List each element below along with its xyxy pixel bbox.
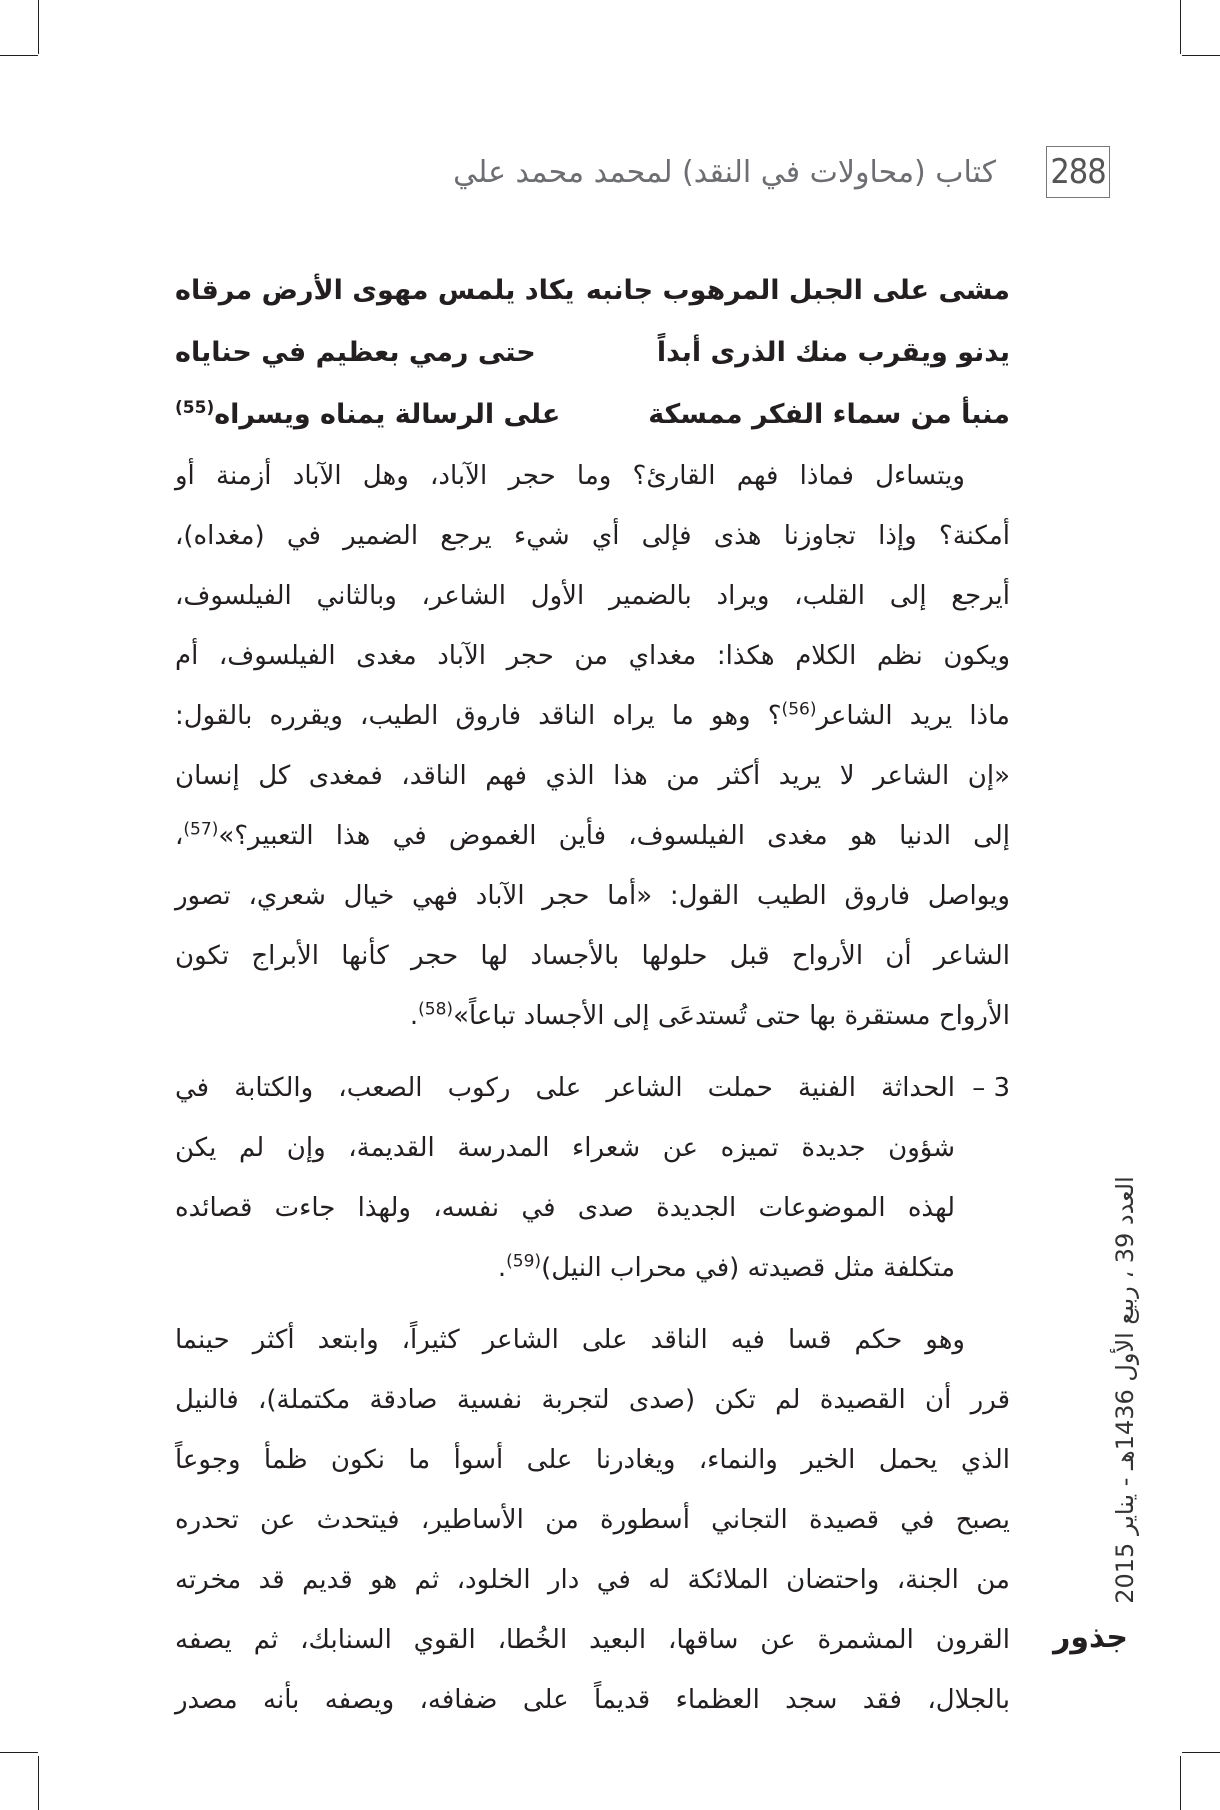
- crop-mark: [0, 1752, 38, 1753]
- text-line: [175, 1238, 955, 1298]
- list-number: 3 –: [972, 1073, 1010, 1103]
- footnote-ref: (57): [183, 819, 219, 840]
- verse-line: [175, 260, 1010, 322]
- crop-mark: [1182, 1752, 1220, 1753]
- text-line: ويكون نظم الكلام هكذا: مغداي من حجر الآباد مغدى الفيلسوف، أم: [175, 641, 1010, 671]
- crop-mark: [38, 1756, 39, 1810]
- text-line: القرون المشمرة عن ساقها، البعيد الخُطا، القوي السنابك، ثم يصفه: [175, 1625, 1010, 1655]
- footnote-ref: (59): [506, 1251, 542, 1272]
- verse-hemistich-left: يكاد يلمس مهوى الأرض مرقاه: [175, 275, 575, 306]
- verse-hemistich-right: مشى على الجبل المرهوب جانبه: [585, 275, 1010, 306]
- text-run: .: [497, 1253, 507, 1283]
- paragraph-2: [175, 1310, 1010, 1730]
- text-line: «إن الشاعر لا يريد أكثر من هذا الذي فهم الناقد، فمغدى كل إنسان: [175, 761, 1010, 791]
- text-line: الشاعر أن الأرواح قبل حلولها بالأجساد لها حجر كأنها الأبراج تكون: [175, 941, 1010, 971]
- list-body: [175, 1058, 955, 1298]
- journal-logo: جذور: [1053, 1620, 1128, 1655]
- verse-line: [175, 322, 1010, 384]
- crop-mark: [38, 0, 39, 54]
- text-line: ويواصل فاروق الطيب القول: «أما حجر الآباد فهي خيال شعري، تصور: [175, 881, 1010, 911]
- footnote-ref: (55): [175, 398, 215, 418]
- text-line: قرر أن القصيدة لم تكن (صدى لتجربة نفسية صادقة مكتملة)، فالنيل: [175, 1385, 1010, 1415]
- text-run: ماذا يريد الشاعر: [816, 701, 1010, 731]
- text-run: .: [409, 1001, 419, 1031]
- page-number: 288: [1046, 146, 1110, 198]
- text-run: ،: [175, 821, 184, 851]
- footnote-ref: (56): [781, 699, 817, 720]
- crop-mark: [1182, 55, 1220, 56]
- text-line: ويتساءل فماذا فهم القارئ؟ وما حجر الآباد، وهل الآباد أزمنة أو: [175, 461, 965, 491]
- text-run: متكلفة مثل قصيدته (في محراب النيل): [541, 1253, 955, 1283]
- text-line: الذي يحمل الخير والنماء، ويغادرنا على أسوأ ما نكون ظمأ وجوعاً: [175, 1445, 1010, 1475]
- body-text: [175, 260, 1010, 1730]
- issue-text: العدد 39 ، ربيع الأول 1436هـ - يناير 2015: [1111, 1176, 1140, 1604]
- text-line: من الجنة، واحتضان الملائكة له في دار الخلود، ثم هو قديم قد مخرته: [175, 1565, 1010, 1595]
- text-run: إلى الدنيا هو مغدى الفيلسوف، فأين الغموض في هذا التعبير؟»: [218, 821, 1010, 851]
- text-line: وهو حكم قسا فيه الناقد على الشاعر كثيراً، وابتعد أكثر حينما: [175, 1325, 965, 1355]
- text-line: الحداثة الفنية حملت الشاعر على ركوب الصعب، والكتابة في: [175, 1073, 955, 1103]
- text-line: لهذه الموضوعات الجديدة صدى في نفسه، ولهذا جاءت قصائده: [175, 1193, 955, 1223]
- text-line: [175, 806, 1010, 866]
- paragraph-1: [175, 446, 1010, 1046]
- crop-mark: [1180, 1756, 1181, 1810]
- verse-hemistich-right: يدنو ويقرب منك الذرى أبداً: [656, 337, 1010, 368]
- spacer: [175, 1298, 1010, 1310]
- text-line: [175, 986, 1010, 1046]
- list-item-3: [175, 1058, 1010, 1298]
- text-line: أمكنة؟ وإذا تجاوزنا هذى فإلى أي شيء يرجع الضمير في (مغداه)،: [175, 521, 1010, 551]
- spacer: [175, 1046, 1010, 1058]
- text-line: بالجلال، فقد سجد العظماء قديماً على ضفافه، ويصفه بأنه مصدر: [175, 1685, 1010, 1715]
- issue-info: [1095, 1150, 1155, 1630]
- text-run: الأرواح مستقرة بها حتى تُستدعَى إلى الأجساد تباعاً»: [453, 1001, 1010, 1031]
- verse-hemistich-left: [175, 384, 560, 446]
- verse-text: على الرسالة يمناه ويسراه: [214, 399, 561, 430]
- running-title: كتاب (محاولات في النقد) لمحمد محمد علي: [453, 155, 996, 190]
- crop-mark: [0, 55, 38, 56]
- text-line: أيرجع إلى القلب، ويراد بالضمير الأول الشاعر، وبالثاني الفيلسوف،: [175, 581, 1010, 611]
- footnote-ref: (58): [418, 999, 454, 1020]
- text-line: شؤون جديدة تميزه عن شعراء المدرسة القديمة، وإن لم يكن: [175, 1133, 955, 1163]
- text-line: يصبح في قصيدة التجاني أسطورة من الأساطير، فيتحدث عن تحدره: [175, 1505, 1010, 1535]
- crop-mark: [1180, 0, 1181, 54]
- verse-line: [175, 384, 1010, 446]
- verse-hemistich-left: حتى رمي بعظيم في حناياه: [175, 337, 536, 368]
- text-line: [175, 686, 1010, 746]
- text-run: ؟ وهو ما يراه الناقد فاروق الطيب، ويقرره بالقول:: [175, 701, 782, 731]
- verse-hemistich-right: منبأ من سماء الفكر ممسكة: [648, 399, 1010, 430]
